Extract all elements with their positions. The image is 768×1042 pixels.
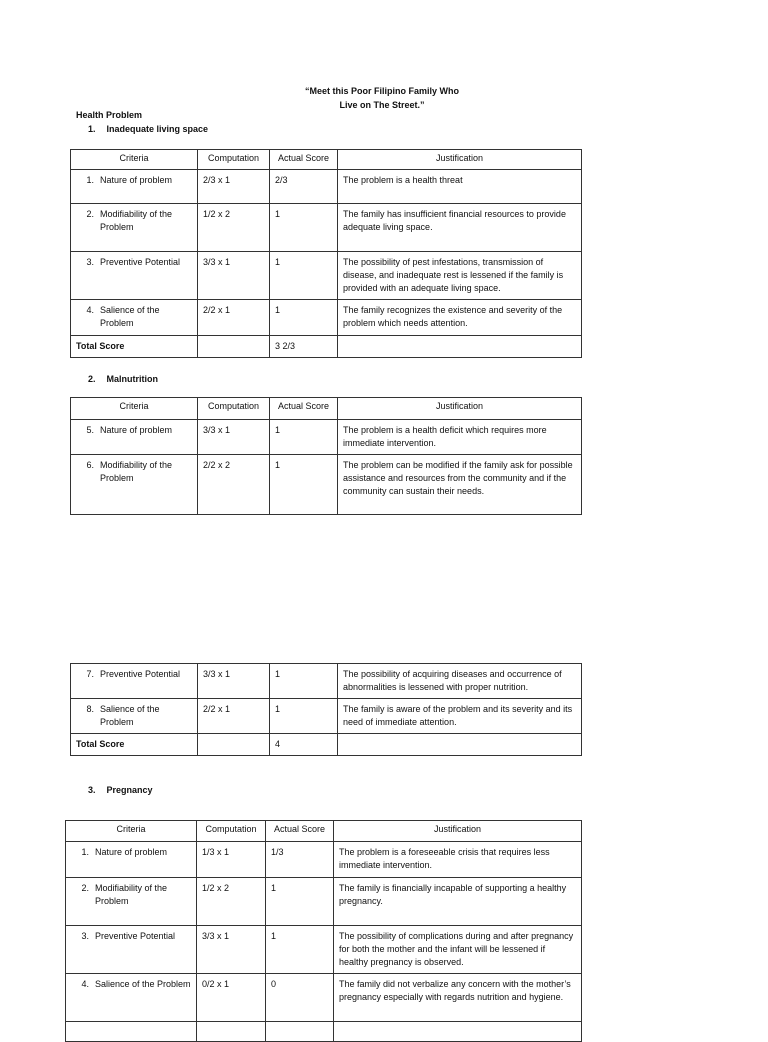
criteria-cell [71, 699, 198, 734]
score-cell: 1 [270, 455, 338, 515]
section-3-heading [88, 785, 153, 795]
criteria-number: 3. [81, 931, 89, 941]
justification-cell [334, 1022, 582, 1042]
computation-cell: 0/2 x 1 [197, 974, 266, 1022]
criteria-label: Salience of the Problem [100, 305, 160, 328]
section-1-name: Inadequate living space [106, 124, 209, 134]
section-2-name: Malnutrition [106, 374, 159, 384]
criteria-label: Salience of the Problem [100, 704, 160, 727]
computation-cell: 2/2 x 1 [198, 699, 270, 734]
table-row [66, 842, 582, 878]
table-row [71, 300, 582, 336]
criteria-label: Preventive Potential [100, 669, 181, 679]
justification-cell: The problem is a foreseeable crisis that requires less immediate intervention. [334, 842, 582, 878]
justification-cell: The problem is a health deficit which requires more immediate intervention. [338, 420, 582, 455]
total-computation-cell [198, 734, 270, 756]
criteria-cell [71, 455, 198, 515]
score-cell: 1/3 [266, 842, 334, 878]
table-header-row [71, 150, 582, 170]
score-cell: 1 [270, 252, 338, 300]
health-problem-heading: Health Problem [76, 110, 143, 120]
criteria-label: Nature of problem [100, 425, 173, 435]
criteria-cell [66, 878, 197, 926]
score-cell: 0 [266, 974, 334, 1022]
justification-cell: The possibility of acquiring diseases and occurrence of abnormalities is lessened with proper nutrition. [338, 664, 582, 699]
table-row [71, 699, 582, 734]
header-justification: Justification [338, 150, 582, 170]
score-cell: 1 [270, 664, 338, 699]
score-cell: 1 [270, 699, 338, 734]
total-computation-cell [198, 336, 270, 358]
criteria-cell [71, 420, 198, 455]
score-cell: 1 [266, 926, 334, 974]
justification-cell: The family did not verbalize any concern with the mother’s pregnancy especially with regards nutrition and hygiene. [334, 974, 582, 1022]
table-row [71, 420, 582, 455]
table-malnutrition-part-1 [70, 397, 582, 515]
criteria-label: Modifiability of the Problem [100, 460, 173, 483]
criteria-label: Preventive Potential [100, 257, 181, 267]
header-criteria: Criteria [71, 398, 198, 420]
computation-cell: 3/3 x 1 [197, 926, 266, 974]
criteria-cell [66, 842, 197, 878]
criteria-number: 4. [81, 979, 89, 989]
criteria-number: 4. [86, 305, 94, 315]
criteria-cell [71, 300, 198, 336]
criteria-label: Salience of the Problem [95, 979, 191, 989]
score-cell: 1 [266, 878, 334, 926]
criteria-cell [71, 204, 198, 252]
criteria-cell [71, 252, 198, 300]
table-row [71, 252, 582, 300]
section-2-heading [88, 374, 158, 384]
criteria-number: 7. [86, 669, 94, 679]
criteria-cell [71, 170, 198, 204]
computation-cell: 2/3 x 1 [198, 170, 270, 204]
computation-cell: 3/3 x 1 [198, 252, 270, 300]
table-row [71, 170, 582, 204]
criteria-number: 6. [86, 460, 94, 470]
score-cell: 1 [270, 300, 338, 336]
total-score-row [71, 734, 582, 756]
computation-cell: 1/3 x 1 [197, 842, 266, 878]
header-justification: Justification [338, 398, 582, 420]
section-2-number: 2. [88, 374, 96, 384]
criteria-cell [71, 664, 198, 699]
justification-cell: The problem can be modified if the family ask for possible assistance and resources from the community and if the community can sustain their needs. [338, 455, 582, 515]
criteria-label: Nature of problem [95, 847, 168, 857]
total-score-value: 4 [270, 734, 338, 756]
header-criteria: Criteria [71, 150, 198, 170]
criteria-cell [66, 1022, 197, 1042]
criteria-number: 2. [81, 883, 89, 893]
table-row-partial [66, 1022, 582, 1042]
header-criteria: Criteria [66, 821, 197, 842]
criteria-cell [66, 974, 197, 1022]
criteria-number: 1. [81, 847, 89, 857]
section-1-number: 1. [88, 124, 96, 134]
table-row [66, 878, 582, 926]
justification-cell: The possibility of complications during and after pregnancy for both the mother and the infant will be lessened if healthy pregnancy is observed. [334, 926, 582, 974]
section-1-heading [88, 124, 208, 134]
computation-cell: 2/2 x 1 [198, 300, 270, 336]
table-row [71, 204, 582, 252]
total-score-label: Total Score [71, 734, 198, 756]
table-malnutrition-part-2 [70, 663, 582, 756]
justification-cell: The possibility of pest infestations, transmission of disease, and inadequate rest is lessened if the family is provided with an adequate living space. [338, 252, 582, 300]
table-header-row [66, 821, 582, 842]
table-row [66, 974, 582, 1022]
criteria-number: 8. [86, 704, 94, 714]
header-computation: Computation [197, 821, 266, 842]
computation-cell: 3/3 x 1 [198, 420, 270, 455]
table-inadequate-living-space [70, 149, 582, 358]
total-score-row [71, 336, 582, 358]
score-cell: 2/3 [270, 170, 338, 204]
header-actual-score: Actual Score [270, 398, 338, 420]
total-justification-cell [338, 734, 582, 756]
header-actual-score: Actual Score [270, 150, 338, 170]
justification-cell: The family recognizes the existence and severity of the problem which needs attention. [338, 300, 582, 336]
justification-cell: The family is aware of the problem and its severity and its need of immediate attention. [338, 699, 582, 734]
criteria-label: Modifiability of the Problem [100, 209, 173, 232]
criteria-number: 5. [86, 425, 94, 435]
header-computation: Computation [198, 398, 270, 420]
criteria-number: 3. [86, 257, 94, 267]
criteria-label: Nature of problem [100, 175, 173, 185]
score-cell [266, 1022, 334, 1042]
criteria-label: Modifiability of the Problem [95, 883, 168, 906]
header-computation: Computation [198, 150, 270, 170]
justification-cell: The problem is a health threat [338, 170, 582, 204]
title-line-1: “Meet this Poor Filipino Family Who [304, 86, 459, 96]
total-score-value: 3 2/3 [270, 336, 338, 358]
criteria-number: 1. [86, 175, 94, 185]
header-justification: Justification [334, 821, 582, 842]
header-actual-score: Actual Score [266, 821, 334, 842]
total-justification-cell [338, 336, 582, 358]
computation-cell [197, 1022, 266, 1042]
criteria-label: Preventive Potential [95, 931, 176, 941]
computation-cell: 3/3 x 1 [198, 664, 270, 699]
computation-cell: 2/2 x 2 [198, 455, 270, 515]
criteria-cell [66, 926, 197, 974]
score-cell: 1 [270, 204, 338, 252]
table-header-row [71, 398, 582, 420]
section-3-name: Pregnancy [106, 785, 153, 795]
score-cell: 1 [270, 420, 338, 455]
justification-cell: The family has insufficient financial resources to provide adequate living space. [338, 204, 582, 252]
computation-cell: 1/2 x 2 [197, 878, 266, 926]
table-row [66, 926, 582, 974]
table-pregnancy [65, 820, 582, 1042]
criteria-number: 2. [86, 209, 94, 219]
table-row [71, 455, 582, 515]
table-row [71, 664, 582, 699]
section-3-number: 3. [88, 785, 96, 795]
document-title [250, 84, 514, 112]
title-line-2: Live on The Street.” [339, 100, 425, 110]
total-score-label: Total Score [71, 336, 198, 358]
computation-cell: 1/2 x 2 [198, 204, 270, 252]
justification-cell: The family is financially incapable of supporting a healthy pregnancy. [334, 878, 582, 926]
